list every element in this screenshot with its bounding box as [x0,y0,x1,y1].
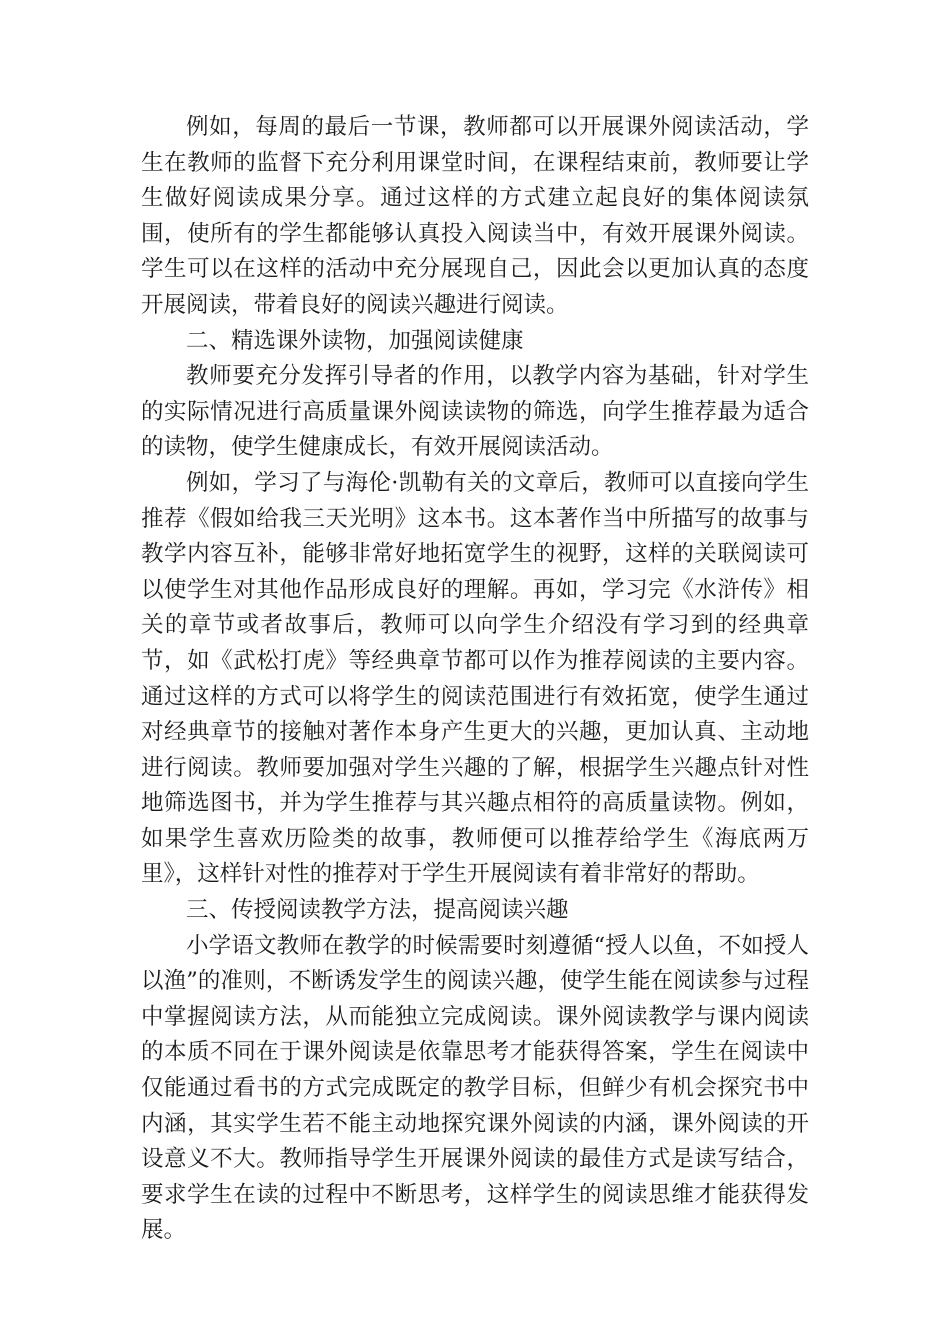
document-page [141,110,809,1249]
paragraph-reading-activity-example: 例如，每周的最后一节课，教师都可以开展课外阅读活动，学生在教师的监督下充分利用课堂时间，在课程结束前，教师要让学生做好阅读成果分享。通过这样的方式建立起良好的集体阅读氛围，使所有的学生都能够认真投入阅读当中，有效开展课外阅读。学生可以在这样的活动中充分展现自己，因此会以更加认真的态度开展阅读，带着良好的阅读兴趣进行阅读。 [141,114,809,318]
section-heading-three: 三、传授阅读教学方法，提高阅读兴趣 [186,897,569,924]
paragraph-reading-methods: 小学语文教师在教学的时候需要时刻遵循“授人以鱼，不如授人以渔”的准则，不断诱发学生的阅读兴趣，使学生能在阅读参与过程中掌握阅读方法，从而能独立完成阅读。课外阅读教学与课内阅读的本质不同在于课外阅读是依靠思考才能获得答案，学生在阅读中仅能通过看书的方式完成既定的教学目标，但鲜少有机会探究书中内涵，其实学生若不能主动地探究课外阅读的内涵，课外阅读的开设意义不大。教师指导学生开展课外阅读的最佳方式是读写结合，要求学生在读的过程中不断思考，这样学生的阅读思维才能获得发展。 [141,932,809,1244]
paragraph-book-recommendation-example: 例如，学习了与海伦·凯勒有关的文章后，教师可以直接向学生推荐《假如给我三天光明》这本书。这本著作当中所描写的故事与教学内容互补，能够非常好地拓宽学生的视野，这样的关联阅读可以使学生对其他作品形成良好的理解。再如，学习完《水浒传》相关的章节或者故事后，教师可以向学生介绍没有学习到的经典章节，如《武松打虎》等经典章节都可以作为推荐阅读的主要内容。通过这样的方式可以将学生的阅读范围进行有效拓宽，使学生通过对经典章节的接触对著作本身产生更大的兴趣，更加认真、主动地进行阅读。教师要加强对学生兴趣的了解，根据学生兴趣点针对性地筛选图书，并为学生推荐与其兴趣点相符的高质量读物。例如，如果学生喜欢历险类的故事，教师便可以推荐给学生《海底两万里》，这样针对性的推荐对于学生开展阅读有着非常好的帮助。 [141,469,809,888]
paragraph-teacher-guidance: 教师要充分发挥引导者的作用，以教学内容为基础，针对学生的实际情况进行高质量课外阅读读物的筛选，向学生推荐最为适合的读物，使学生健康成长，有效开展阅读活动。 [141,363,809,461]
section-heading-two: 二、精选课外读物，加强阅读健康 [186,327,524,354]
